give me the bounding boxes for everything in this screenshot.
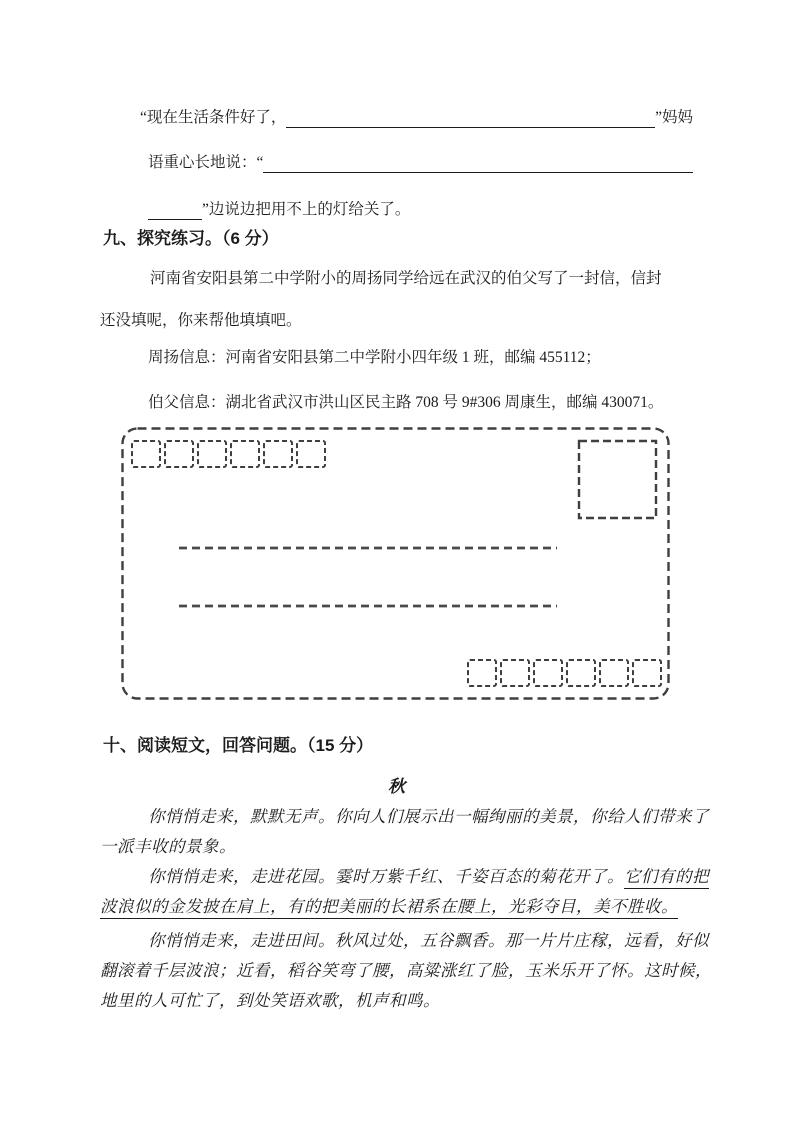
postcode-box-top-5 <box>264 441 292 467</box>
essay-para3-line2: 翻滚着千层波浪；近看，稻谷笑弯了腰，高粱涨红了脸，玉米乐开了怀。这时候， <box>100 961 712 980</box>
envelope-diagram <box>121 427 670 700</box>
fillin-line-1-prefix: “现在生活条件好了， <box>140 109 287 126</box>
zhouyang-info-line: 周扬信息：河南省安阳县第二中学附小四年级 1 班，邮编 455112； <box>148 349 601 366</box>
postcode-box-top-4 <box>231 441 259 467</box>
fillin-line-3 <box>148 200 410 220</box>
essay-title: 秋 <box>388 777 405 796</box>
fillin-line-2-prefix: 语重心长地说：“ <box>148 154 264 171</box>
essay-para3-line3: 地里的人可忙了，到处笑语欢歌，机声和鸣。 <box>100 991 440 1010</box>
postcode-box-top-1 <box>132 441 160 467</box>
postcode-box-bottom-2 <box>501 660 529 686</box>
essay-para3-line1: 你悄悄走来，走进田间。秋风过处，五谷飘香。那一片片庄稼，远看，好似 <box>148 931 709 950</box>
essay-para2-line1 <box>148 866 709 887</box>
answer-blank-2 <box>263 155 693 173</box>
essay-para2-line2-underlined: 波浪似的金发披在肩上，有的把美丽的长裙系在腰上，光彩夺目，美不胜收。 <box>100 897 678 919</box>
essay-para1-line2: 一派丰收的景象。 <box>100 837 236 856</box>
fillin-line-3-suffix: ”边说边把用不上的灯给关了。 <box>202 201 411 218</box>
postcode-box-bottom-6 <box>633 660 661 686</box>
essay-para2-line2 <box>100 896 678 917</box>
section9-heading: 九、探究练习。（6 分） <box>103 229 279 248</box>
essay-para2-line1-normal: 你悄悄走来，走进花园。霎时万紫千红、千姿百态的菊花开了。 <box>148 867 624 886</box>
essay-para1-line1: 你悄悄走来，默默无声。你向人们展示出一幅绚丽的美景，你给人们带来了 <box>148 807 709 826</box>
postcode-box-bottom-3 <box>534 660 562 686</box>
section9-intro-line2: 还没填呢，你来帮他填填吧。 <box>100 312 302 329</box>
envelope-outline-svg <box>121 427 670 700</box>
section9-intro-line1: 河南省安阳县第二中学附小的周扬同学给远在武汉的伯父写了一封信，信封 <box>150 270 662 287</box>
essay-para2-line1-underlined: 它们有的把 <box>624 867 709 889</box>
postcode-box-bottom-1 <box>468 660 496 686</box>
fillin-line-2 <box>148 153 693 173</box>
postcode-box-bottom-4 <box>567 660 595 686</box>
fillin-line-1 <box>140 108 693 128</box>
postcode-box-top-6 <box>297 441 325 467</box>
answer-blank-3 <box>148 202 202 220</box>
postcode-box-top-3 <box>198 441 226 467</box>
postcode-box-bottom-5 <box>600 660 628 686</box>
postcode-box-top-2 <box>165 441 193 467</box>
section10-heading: 十、阅读短文，回答问题。（15 分） <box>103 736 374 755</box>
answer-blank-1 <box>286 110 655 128</box>
uncle-info-line: 伯父信息：湖北省武汉市洪山区民主路 708 号 9#306 周康生，邮编 430071。 <box>148 394 664 411</box>
fillin-line-1-suffix: ”妈妈 <box>655 109 693 126</box>
stamp-box <box>579 441 656 518</box>
envelope-border <box>123 429 669 699</box>
